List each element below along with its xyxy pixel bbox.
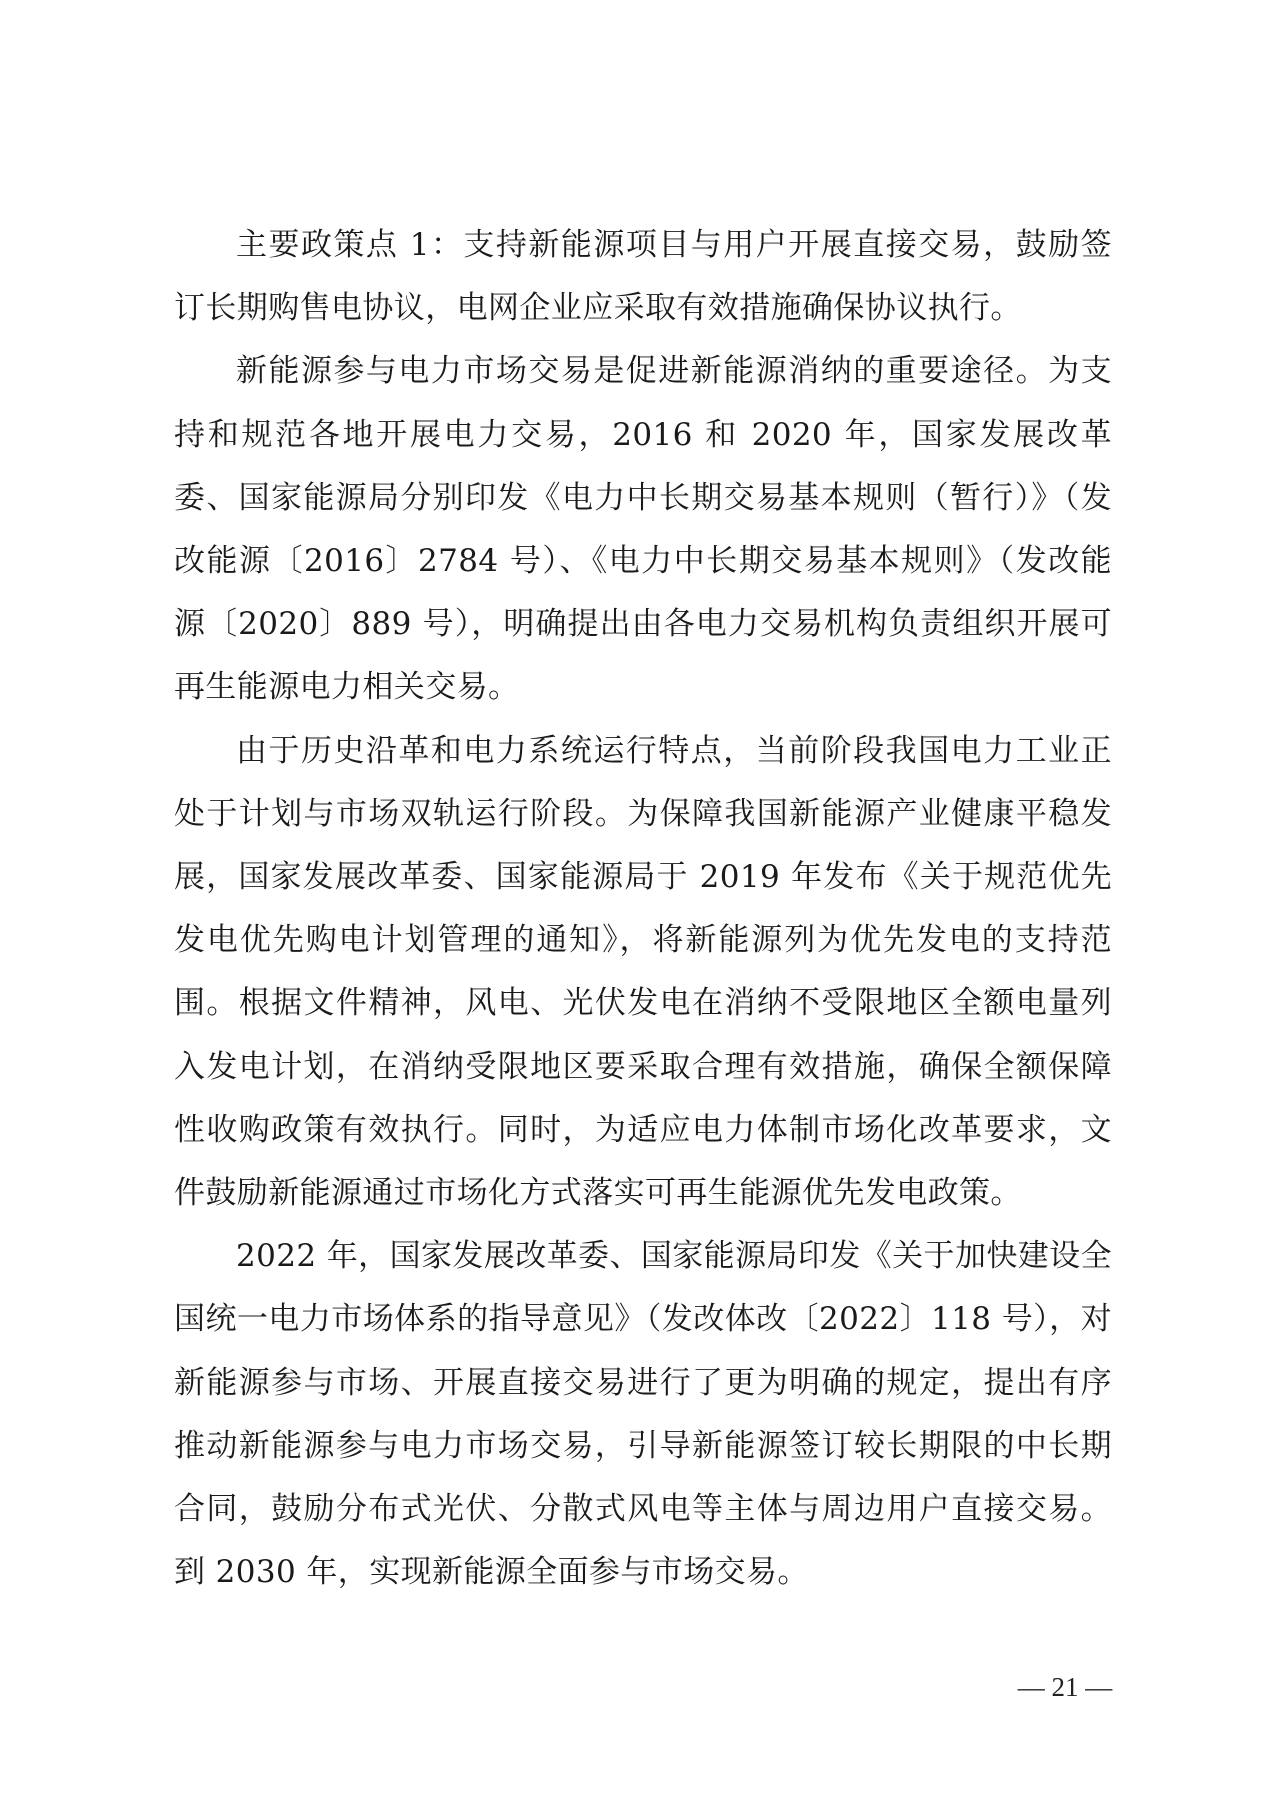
paragraph-unified-market: 2022 年，国家发展改革委、国家能源局印发《关于加快建设全国统一电力市场体系的指导意见》（发改体改〔2022〕118 号），对新能源参与市场、开展直接交易进行了更为明确的规定，提出有序推动新能源参与电力市场交易，引导新能源签订较长期限的中长期合同，鼓励分布式光伏、分散式风电等主体与周边用户直接交易。到 2030 年，实现新能源全面参与市场交易。 [174, 1238, 1112, 1591]
document-body [174, 214, 1112, 1604]
paragraph-dual-track: 由于历史沿革和电力系统运行特点，当前阶段我国电力工业正处于计划与市场双轨运行阶段。为保障我国新能源产业健康平稳发展，国家发展改革委、国家能源局于 2019 年发布《关于规范优先发电优先购电计划管理的通知》，将新能源列为优先发电的支持范围。根据文件精神，风电、光伏发电在消纳不受限地区全额电量列入发电计划，在消纳受限地区要采取合理有效措施，确保全额保障性收购政策有效执行。同时，为适应电力体制市场化改革要求，文件鼓励新能源通过市场化方式落实可再生能源优先发电政策。 [174, 732, 1112, 1212]
paragraph-policy-point: 主要政策点 1：支持新能源项目与用户开展直接交易，鼓励签订长期购售电协议，电网企业应采取有效措施确保协议执行。 [174, 227, 1112, 327]
page-number: — 21 — [1017, 1672, 1113, 1702]
paragraph-market-trading: 新能源参与电力市场交易是促进新能源消纳的重要途径。为支持和规范各地开展电力交易，2016 和 2020 年，国家发展改革委、国家能源局分别印发《电力中长期交易基本规则（暂行）》（发改能源〔2016〕2784 号）、《电力中长期交易基本规则》（发改能源〔2020〕889 号），明确提出由各电力交易机构负责组织开展可再生能源电力相关交易。 [174, 353, 1112, 706]
